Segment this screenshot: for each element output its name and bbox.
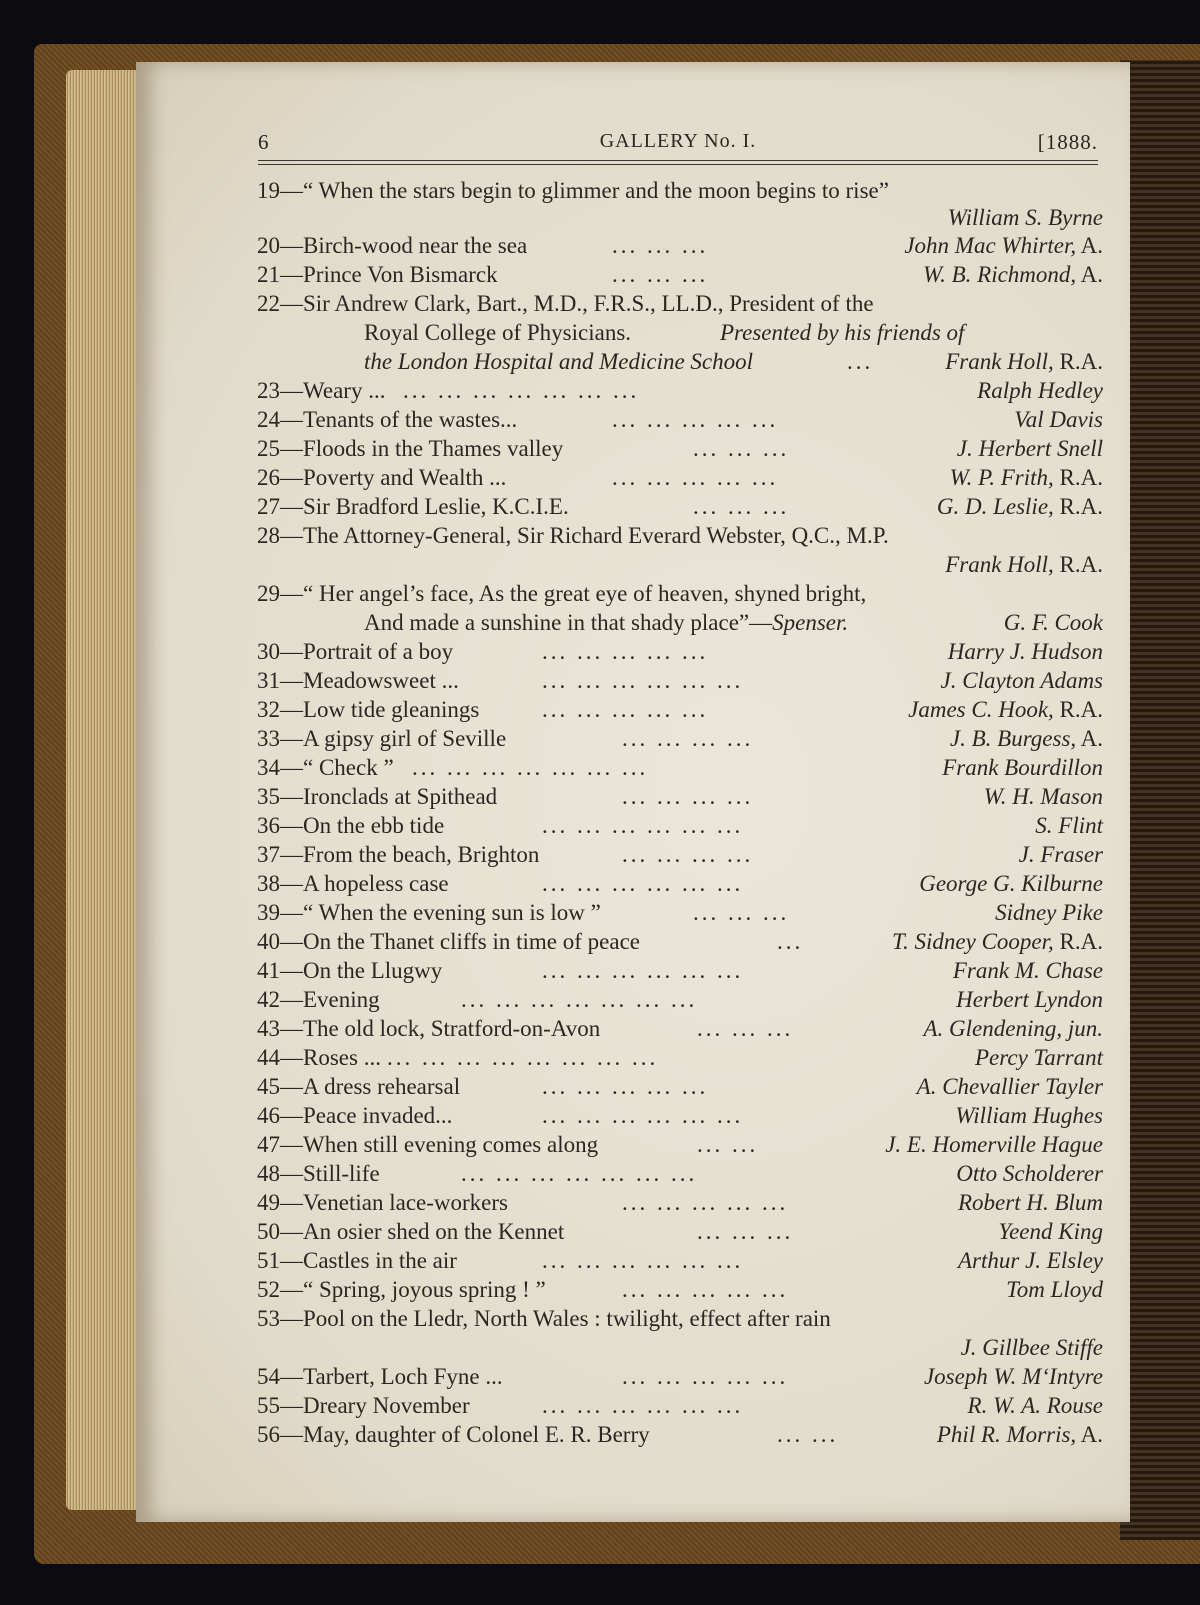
entry-title: 19—“ When the stars begin to glimmer and the moon begins to rise” — [257, 178, 889, 203]
leader-dots: ... ... ... ... ... ... ... — [403, 378, 640, 403]
leader-dots: ... ... ... ... ... ... — [542, 668, 744, 693]
leader-dots: ... ... ... ... ... ... — [542, 1393, 744, 1418]
catalogue-entry — [257, 1161, 1103, 1190]
leader-dots: ... ... ... — [693, 436, 790, 461]
entry-title: 32—Low tide gleanings — [257, 697, 480, 722]
catalogue-entry — [257, 726, 1103, 755]
catalogue-entry — [257, 465, 1103, 494]
catalogue-entry — [257, 1422, 1103, 1451]
catalogue-entry — [257, 1016, 1103, 1045]
entry-title: 27—Sir Bradford Leslie, K.C.I.E. — [257, 494, 569, 519]
entry-title: 46—Peace invaded... — [257, 1103, 453, 1128]
entry-title: 48—Still-life — [257, 1161, 380, 1186]
entry-title: 43—The old lock, Stratford-on-Avon — [257, 1016, 601, 1041]
entry-title: 29—“ Her angel’s face, As the great eye of heaven, shyned bright, — [257, 581, 867, 606]
entry-title: 52—“ Spring, joyous spring ! ” — [257, 1277, 546, 1302]
entry-artist: Percy Tarrant — [975, 1045, 1103, 1070]
leader-dots: ... ... ... ... — [622, 842, 754, 867]
catalogue-entry — [257, 900, 1103, 929]
entry-artist: Yeend King — [998, 1219, 1103, 1244]
leader-dots: ... ... ... ... ... ... ... — [461, 1161, 698, 1186]
leader-dots: ... ... ... ... ... — [542, 639, 709, 664]
entry-artist: George G. Kilburne — [919, 871, 1103, 896]
catalogue-entry-continuation — [257, 320, 1103, 349]
entry-title: 53—Pool on the Lledr, North Wales : twilight, effect after rain — [257, 1306, 831, 1331]
entry-artist: Tom Lloyd — [1006, 1277, 1103, 1302]
entry-title-line: Presented by his friends of — [720, 320, 965, 345]
catalogue-entry — [257, 523, 1103, 552]
entry-title: 31—Meadowsweet ... — [257, 668, 459, 693]
catalogue-entry-continuation — [257, 349, 1103, 378]
leader-dots: ... ... ... ... ... ... ... ... — [387, 1045, 659, 1070]
catalogue-entry — [257, 697, 1103, 726]
leader-dots: ... ... — [777, 1422, 839, 1447]
leader-dots: ... ... ... ... ... ... — [542, 1248, 744, 1273]
entry-artist: Robert H. Blum — [957, 1190, 1103, 1215]
leader-dots: ... ... ... ... — [622, 784, 754, 809]
leader-dots: ... ... ... ... ... ... — [542, 1103, 744, 1128]
leader-dots: ... ... ... ... — [622, 726, 754, 751]
entry-artist: Frank Holl, R.A. — [945, 349, 1103, 374]
entry-artist: James C. Hook, R.A. — [908, 697, 1103, 722]
page-number: 6 — [258, 130, 269, 154]
catalogue-entry — [257, 233, 1103, 262]
entry-artist: T. Sidney Cooper, R.A. — [891, 929, 1103, 954]
catalogue-entry — [257, 813, 1103, 842]
catalogue-entry — [257, 958, 1103, 987]
entry-artist: Sidney Pike — [995, 900, 1103, 925]
running-title: GALLERY No. I. — [599, 130, 757, 152]
catalogue-entry — [257, 262, 1103, 291]
catalogue-entry — [257, 1219, 1103, 1248]
catalogue-entry — [257, 1074, 1103, 1103]
leader-dots: ... ... ... ... ... ... — [542, 958, 744, 983]
catalogue-entry — [257, 1393, 1103, 1422]
catalogue-entry-continuation — [257, 205, 1103, 234]
catalogue-entry-continuation — [257, 552, 1103, 581]
catalogue-entry — [257, 1132, 1103, 1161]
entry-title: 41—On the Llugwy — [257, 958, 443, 983]
entry-title: 37—From the beach, Brighton — [257, 842, 540, 867]
entry-artist: J. B. Burgess, A. — [949, 726, 1103, 751]
catalogue-entry — [257, 494, 1103, 523]
leader-dots: ... ... ... ... ... — [622, 1190, 789, 1215]
entry-title: 23—Weary ... — [257, 378, 386, 403]
catalogue-entry — [257, 291, 1103, 320]
entry-title: 24—Tenants of the wastes... — [257, 407, 518, 432]
page-header — [258, 128, 1098, 158]
leader-dots: ... ... ... ... ... ... ... — [412, 755, 649, 780]
entry-artist: G. D. Leslie, R.A. — [936, 494, 1103, 519]
entry-title-line: Royal College of Physicians. — [364, 320, 632, 345]
leader-dots: ... ... — [697, 1132, 759, 1157]
entry-artist: Frank Bourdillon — [942, 755, 1103, 780]
entry-artist: Harry J. Hudson — [947, 639, 1103, 664]
catalogue-entry — [257, 1190, 1103, 1219]
entry-artist: William S. Byrne — [947, 205, 1103, 230]
catalogue-entry — [257, 407, 1103, 436]
leader-dots: ... — [777, 929, 804, 954]
leader-dots: ... ... ... — [697, 1016, 794, 1041]
header-rule — [258, 160, 1098, 161]
catalogue-entry — [257, 639, 1103, 668]
entry-artist: R. W. A. Rouse — [967, 1393, 1103, 1418]
entry-artist: Herbert Lyndon — [956, 987, 1103, 1012]
entry-title: 45—A dress rehearsal — [257, 1074, 461, 1099]
leader-dots: ... ... ... ... ... — [542, 1074, 709, 1099]
leader-dots: ... ... ... ... ... — [622, 1364, 789, 1389]
catalogue-entry — [257, 436, 1103, 465]
entry-artist: W. B. Richmond, A. — [923, 262, 1103, 287]
entry-title: 22—Sir Andrew Clark, Bart., M.D., F.R.S., LL.D., President of the — [257, 291, 874, 316]
leader-dots: ... ... ... ... ... — [612, 407, 779, 432]
entry-title: 40—On the Thanet cliffs in time of peace — [257, 929, 641, 954]
entry-artist: Val Davis — [1014, 407, 1103, 432]
entry-title: 33—A gipsy girl of Seville — [257, 726, 507, 751]
entry-artist: W. P. Frith, R.A. — [949, 465, 1103, 490]
catalogue-entry — [257, 668, 1103, 697]
entry-title: 47—When still evening comes along — [257, 1132, 599, 1157]
catalogue-entry — [257, 178, 1103, 207]
leader-dots: ... ... ... ... ... ... ... — [461, 987, 698, 1012]
entry-artist: Frank Holl, R.A. — [945, 552, 1103, 577]
catalogue-entry — [257, 581, 1103, 610]
entry-title: 44—Roses ... — [257, 1045, 381, 1070]
catalogue-entry — [257, 755, 1103, 784]
entry-artist: John Mac Whirter, A. — [904, 233, 1103, 258]
catalogue-entry — [257, 1248, 1103, 1277]
entry-title: 42—Evening — [257, 987, 380, 1012]
leader-dots: ... ... ... ... ... — [612, 465, 779, 490]
catalogue-entry — [257, 987, 1103, 1016]
header-rule — [258, 164, 1098, 165]
entry-artist: W. H. Mason — [983, 784, 1103, 809]
entry-title: 25—Floods in the Thames valley — [257, 436, 564, 461]
book-spine-edge — [1120, 60, 1200, 1540]
entry-title: 38—A hopeless case — [257, 871, 449, 896]
leader-dots: ... ... ... ... ... ... — [542, 813, 744, 838]
entry-title: 39—“ When the evening sun is low ” — [257, 900, 601, 925]
entry-artist: S. Flint — [1035, 813, 1103, 838]
entry-artist: J. E. Homerville Hague — [885, 1132, 1103, 1157]
entry-artist: J. Fraser — [1018, 842, 1103, 867]
catalogue-entry — [257, 1277, 1103, 1306]
leader-dots: ... ... ... — [693, 494, 790, 519]
catalogue-entry-continuation — [257, 610, 1103, 639]
entry-artist: J. Herbert Snell — [956, 436, 1103, 461]
entry-title-line: And made a sunshine in that shady place”—Spenser. — [364, 610, 849, 635]
entry-title: 26—Poverty and Wealth ... — [257, 465, 507, 490]
entry-title: 50—An osier shed on the Kennet — [257, 1219, 565, 1244]
leader-dots: ... ... ... — [693, 900, 790, 925]
leader-dots: ... — [847, 349, 874, 374]
entry-title: 36—On the ebb tide — [257, 813, 445, 838]
leader-dots: ... ... ... ... ... — [622, 1277, 789, 1302]
entry-title: 51—Castles in the air — [257, 1248, 457, 1273]
catalogue-entry — [257, 871, 1103, 900]
entry-artist: Arthur J. Elsley — [958, 1248, 1103, 1273]
entry-title: 35—Ironclads at Spithead — [257, 784, 498, 809]
entry-title: 49—Venetian lace-workers — [257, 1190, 508, 1215]
entry-artist: Frank M. Chase — [952, 958, 1103, 983]
entry-title-line: the London Hospital and Medicine School — [364, 349, 754, 374]
catalogue-entry — [257, 378, 1103, 407]
catalogue-entry — [257, 1364, 1103, 1393]
catalogue-entry-continuation — [257, 1335, 1103, 1364]
entry-title: 21—Prince Von Bismarck — [257, 262, 498, 287]
page-edges — [66, 70, 146, 1510]
entry-title: 55—Dreary November — [257, 1393, 470, 1418]
entry-artist: J. Clayton Adams — [940, 668, 1103, 693]
entry-artist: A. Glendening, jun. — [923, 1016, 1103, 1041]
entry-title: 28—The Attorney-General, Sir Richard Everard Webster, Q.C., M.P. — [257, 523, 889, 548]
entry-title: 56—May, daughter of Colonel E. R. Berry — [257, 1422, 650, 1447]
catalogue-entry — [257, 1045, 1103, 1074]
entry-artist: Ralph Hedley — [977, 378, 1103, 403]
entry-artist: Otto Scholderer — [956, 1161, 1103, 1186]
entry-artist: A. Chevallier Tayler — [916, 1074, 1103, 1099]
catalogue-entry — [257, 1306, 1103, 1335]
header-year: [1888. — [1037, 130, 1098, 154]
catalogue-entry — [257, 1103, 1103, 1132]
entry-artist: J. Gillbee Stiffe — [960, 1335, 1103, 1360]
catalogue-entry — [257, 842, 1103, 871]
leader-dots: ... ... ... — [612, 262, 709, 287]
entry-artist: G. F. Cook — [1003, 610, 1103, 635]
catalogue-entry — [257, 929, 1103, 958]
entry-title: 34—“ Check ” — [257, 755, 394, 780]
leader-dots: ... ... ... — [612, 233, 709, 258]
entry-artist: Joseph W. M‘Intyre — [923, 1364, 1103, 1389]
entry-artist: Phil R. Morris, A. — [936, 1422, 1103, 1447]
entry-artist: William Hughes — [955, 1103, 1103, 1128]
entry-title: 30—Portrait of a boy — [257, 639, 454, 664]
entry-title: 54—Tarbert, Loch Fyne ... — [257, 1364, 503, 1389]
leader-dots: ... ... ... ... ... ... — [542, 871, 744, 896]
leader-dots: ... ... ... ... ... — [542, 697, 709, 722]
entry-title: 20—Birch-wood near the sea — [257, 233, 528, 258]
leader-dots: ... ... ... — [697, 1219, 794, 1244]
catalogue-entry — [257, 784, 1103, 813]
